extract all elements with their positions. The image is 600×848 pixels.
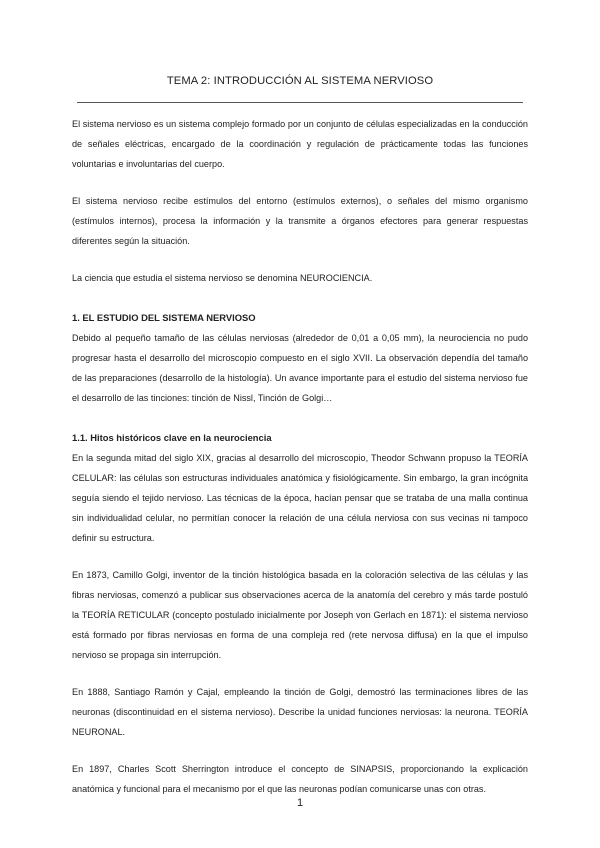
intro-paragraph-1: El sistema nervioso es un sistema complejo formado por un conjunto de células especializadas en la conducción de señales eléctricas, encargado de la coordinación y regulación de prácticamente todas las funciones voluntarias e involuntarias del cuerpo.: [72, 119, 528, 169]
intro-paragraph-2: El sistema nervioso recibe estímulos del entorno (estímulos externos), o señales del mismo organismo (estímulos internos), procesa la información y la transmite a órganos efectores para generar respuestas diferentes según la situación.: [72, 196, 528, 246]
document-title: TEMA 2: INTRODUCCIÓN AL SISTEMA NERVIOSO: [166, 75, 434, 87]
section-1-1-paragraph-4: En 1897, Charles Scott Sherrington introduce el concepto de SINAPSIS, proporcionando la explicación anatómica y funcional para el mecanismo por el que las neuronas podían comunicarse unas con otras.: [72, 764, 528, 794]
section-1-1-paragraph-2: En 1873, Camillo Golgi, inventor de la tinción histológica basada en la coloración selectiva de las células y las fibras nerviosas, comenzó a publicar sus observaciones acerca de la anatomía del cerebro y más tarde postuló la TEORÍA RETICULAR (concepto postulado inicialmente por Joseph von Gerlach en 1871): el sistema nervioso está formado por fibras nerviosas en forma de una compleja red (rete nervosa diffusa) en la que el impulso nervioso se propaga sin interrupción.: [72, 570, 528, 660]
section-1-1-heading: 1.1. Hitos históricos clave en la neurociencia: [72, 432, 272, 443]
page-number: 1: [296, 797, 304, 809]
section-1-paragraph: Debido al pequeño tamaño de las células nerviosas (alrededor de 0,01 a 0,05 mm), la neurociencia no pudo progresar hasta el desarrollo del microscopio compuesto en el siglo XVII. La observación dependía del tamaño de las preparaciones (desarrollo de la histología). Un avance importante para el estudio del sistema nervioso fue el desarrollo de las tinciones: tinción de Nissl, Tinción de Golgi…: [72, 333, 528, 403]
title-divider: [77, 102, 523, 103]
section-1-1-paragraph-1: En la segunda mitad del siglo XIX, gracias al desarrollo del microscopio, Theodor Schwann propuso la TEORÍA CELULAR: las células son estructuras individuales anatómica y fisiológicamente. Sin embargo, la gran incógnita seguía siendo el tejido nervioso. Las técnicas de la época, hacían pensar que se trataba de una malla continua sin individualidad celular, no permitían conocer la relación de una célula nerviosa con sus vecinas ni tampoco definir su estructura.: [72, 453, 528, 543]
section-1-1-paragraph-3: En 1888, Santiago Ramón y Cajal, empleando la tinción de Golgi, demostró las terminaciones libres de las neuronas (discontinuidad en el sistema nervioso). Describe la unidad funciones nerviosas: la neurona. TEORÍA NEURONAL.: [72, 687, 528, 737]
intro-paragraph-3: La ciencia que estudia el sistema nervioso se denomina NEUROCIENCIA.: [72, 273, 373, 283]
section-1-heading: 1. EL ESTUDIO DEL SISTEMA NERVIOSO: [72, 312, 256, 323]
